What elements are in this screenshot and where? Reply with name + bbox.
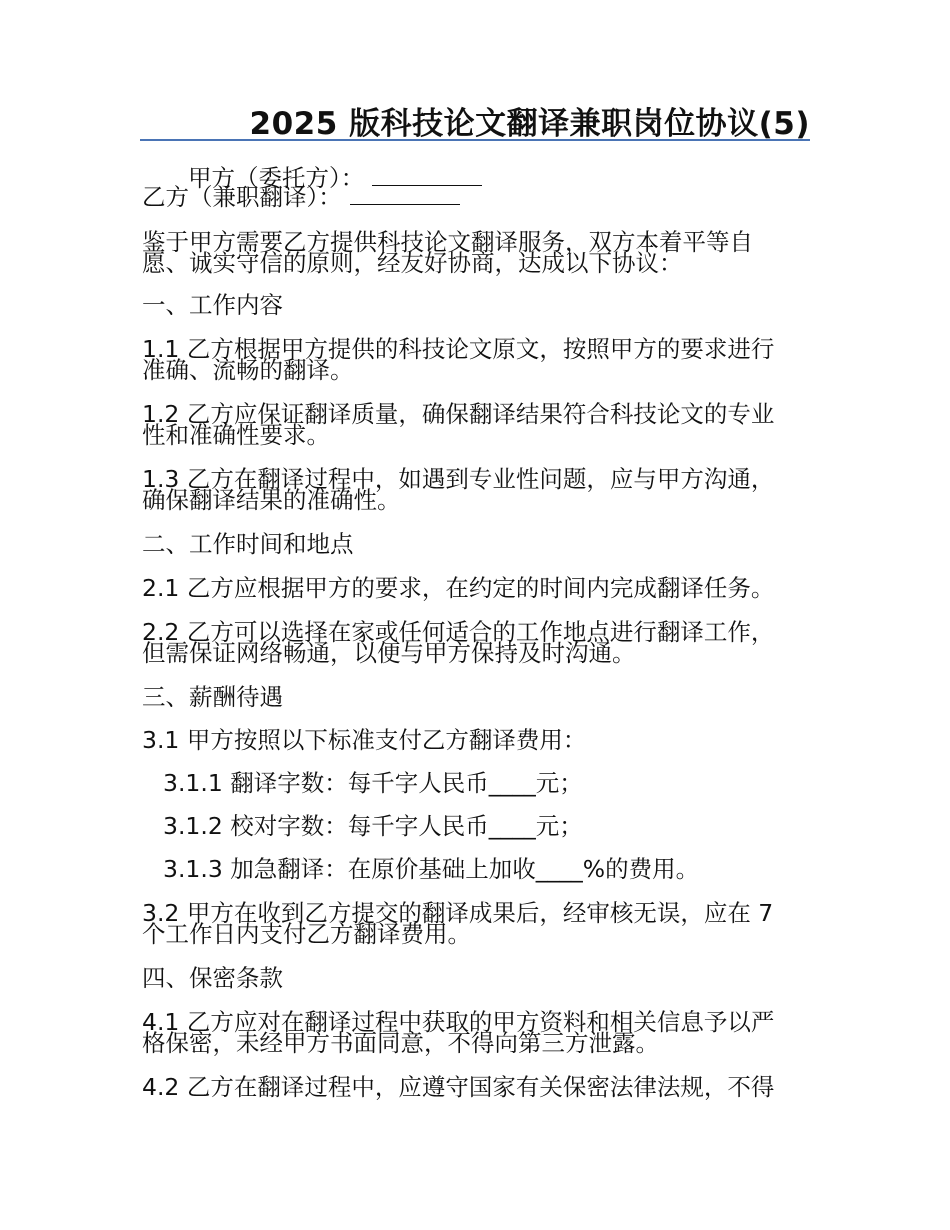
section-4-heading: 四、保密条款 [142,964,283,992]
party-a-label: 甲方（委托方）： [188,164,365,192]
clause-4-1-line-1: 4.1 乙方应对在翻译过程中获取的甲方资料和相关信息予以严 [142,1008,775,1036]
clause-4-2-line-1: 4.2 乙方在翻译过程中，应遵守国家有关保密法律法规，不得 [142,1073,775,1101]
clause-1-3-line-1: 1.3 乙方在翻译过程中，如遇到专业性问题，应与甲方沟通， [142,465,775,493]
clause-2-2-line-1: 2.2 乙方可以选择在家或任何适合的工作地点进行翻译工作， [142,618,775,646]
section-3-heading: 三、薪酬待遇 [142,683,283,711]
section-2-heading: 二、工作时间和地点 [142,530,354,558]
document-title: 2025 版科技论文翻译兼职岗位协议(5) [249,106,810,142]
clause-1-3-line-2: 确保翻译结果的准确性。 [142,486,401,514]
clause-1-2-line-1: 1.2 乙方应保证翻译质量，确保翻译结果符合科技论文的专业 [142,400,775,428]
clause-4-1-line-2: 格保密，未经甲方书面同意，不得向第三方泄露。 [142,1029,659,1057]
clause-3-1-3: 3.1.3 加急翻译：在原价基础上加收____%的费用。 [163,855,700,883]
party-b-blank [350,190,460,205]
clause-2-1: 2.1 乙方应根据甲方的要求，在约定的时间内完成翻译任务。 [142,574,775,602]
section-1-heading: 一、工作内容 [142,291,283,319]
clause-3-2-line-2: 个工作日内支付乙方翻译费用。 [142,920,471,948]
clause-2-2-line-2: 但需保证网络畅通，以便与甲方保持及时沟通。 [142,639,636,667]
party-b-label: 乙方（兼职翻译）： [142,183,342,211]
clause-3-1-1: 3.1.1 翻译字数：每千字人民币____元； [163,769,583,797]
party-b-line [142,183,460,211]
title-underline [140,139,810,141]
clause-1-2-line-2: 性和准确性要求。 [142,421,330,449]
clause-1-1-line-1: 1.1 乙方根据甲方提供的科技论文原文，按照甲方的要求进行 [142,335,775,363]
clause-3-1-2: 3.1.2 校对字数：每千字人民币____元； [163,812,583,840]
preamble-line-1: 鉴于甲方需要乙方提供科技论文翻译服务，双方本着平等自 [142,228,753,256]
party-a-blank [372,171,482,186]
preamble-line-2: 愿、诚实守信的原则，经友好协商，达成以下协议： [142,249,683,277]
clause-3-2-line-1: 3.2 甲方在收到乙方提交的翻译成果后，经审核无误，应在 7 [142,899,774,927]
clause-3-1: 3.1 甲方按照以下标准支付乙方翻译费用： [142,726,587,754]
clause-1-1-line-2: 准确、流畅的翻译。 [142,356,354,384]
